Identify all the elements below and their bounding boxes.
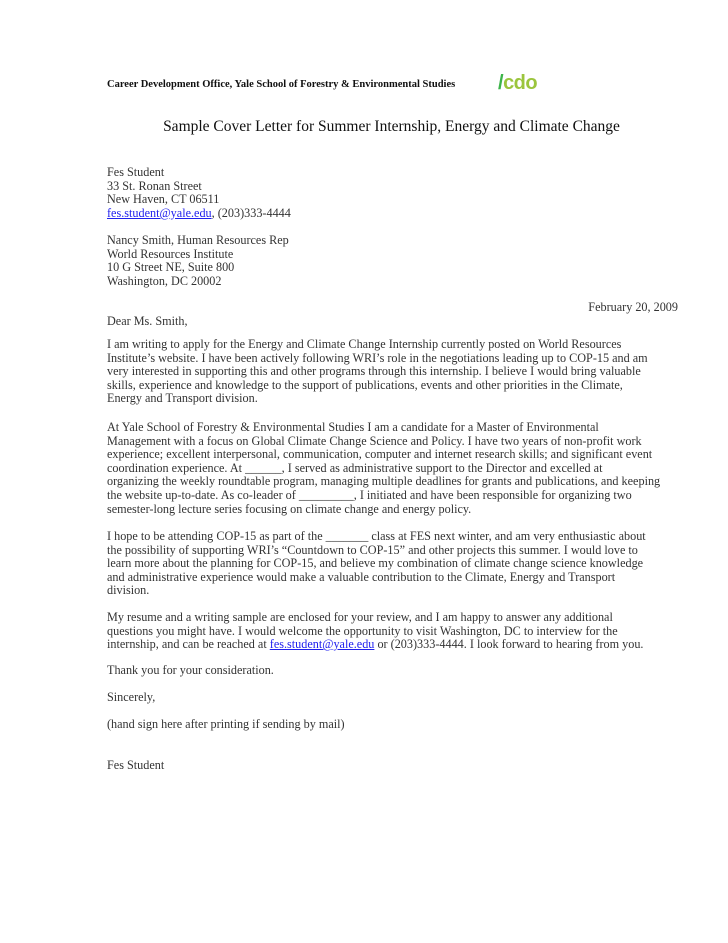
paragraph-2 xyxy=(107,421,660,516)
recipient-line: Nancy Smith, Human Resources Rep xyxy=(107,233,289,247)
salutation: Dear Ms. Smith, xyxy=(107,314,188,328)
signer-name: Fes Student xyxy=(107,758,165,772)
page-title: Sample Cover Letter for Summer Internship, Energy and Climate Change xyxy=(163,118,620,135)
text-line: very interested in supporting this and other programs through this internship. I believe I would bring valuable xyxy=(107,364,641,379)
office-header: Career Development Office, Yale School of Forestry & Environmental Studies xyxy=(107,79,456,90)
sender-address xyxy=(107,166,291,220)
recipient-line: 10 G Street NE, Suite 800 xyxy=(107,260,235,275)
text-line: organizing the weekly roundtable program, managing multiple deadlines for grants and publications, and keeping xyxy=(107,474,661,489)
text-line: I hope to be attending COP-15 as part of the _______ class at FES next winter, and am very enthusiastic about xyxy=(107,529,646,543)
logo-text: cdo xyxy=(503,72,538,94)
text-line: learn more about the planning for COP-15, and believe my combination of climate change science knowledge xyxy=(107,556,644,571)
sender-name: Fes Student xyxy=(107,165,165,179)
letter-date: February 20, 2009 xyxy=(588,300,678,314)
text-line: Institute’s website. I have been actively following WRI’s role in the negotiations leading up to COP-15 and am xyxy=(107,350,648,365)
recipient-line: Washington, DC 20002 xyxy=(107,273,222,288)
paragraph-4 xyxy=(107,611,643,652)
text-line: and administrative experience would make a valuable contribution to the Climate, Energy and Transport xyxy=(107,569,616,584)
text-line: Management with a focus on Global Climate Change Science and Policy. I have two years of non-profit work xyxy=(107,433,642,448)
sender-street: 33 St. Ronan Street xyxy=(107,178,202,193)
recipient-line: World Resources Institute xyxy=(107,246,234,261)
text-line: the possibility of supporting WRI’s “Countdown to COP-15” and other projects this summer. I would love to xyxy=(107,542,638,557)
text-line: coordination experience. At ______, I served as administrative support to the Director and excelled at xyxy=(107,460,603,475)
text-segment: or (203)333-4444. I look forward to hearing from you. xyxy=(374,637,644,652)
text-line: semester-long lecture series focusing on climate change and energy policy. xyxy=(107,501,472,516)
text-line: experience; excellent interpersonal, communication, computer and internet research skills; and significant event xyxy=(107,447,653,462)
logo-slash: / xyxy=(498,72,504,94)
closing: Sincerely, xyxy=(107,690,156,704)
text-line: skills, experience and knowledge to the support of publications, events and other priorities in the Climate, xyxy=(107,377,623,392)
text-line: At Yale School of Forestry & Environmental Studies I am a candidate for a Master of Environmental xyxy=(107,420,599,434)
text-line: My resume and a writing sample are enclosed for your review, and I am happy to answer any additional xyxy=(107,610,613,624)
signature-note: (hand sign here after printing if sending by mail) xyxy=(107,717,345,731)
text-line: questions you might have. I would welcome the opportunity to visit Washington, DC to interview for the xyxy=(107,623,618,638)
text-line: I am writing to apply for the Energy and Climate Change Internship currently posted on World Resources xyxy=(107,337,622,351)
text-line: division. xyxy=(107,583,150,598)
text-line: Energy and Transport division. xyxy=(107,391,258,406)
cdo-logo xyxy=(498,72,537,95)
text-segment: internship, and can be reached at xyxy=(107,637,270,652)
sender-email-link[interactable]: fes.student@yale.edu xyxy=(107,205,212,220)
sender-phone: , (203)333-4444 xyxy=(211,205,291,220)
paragraph-1 xyxy=(107,338,648,406)
thanks-line: Thank you for your consideration. xyxy=(107,663,274,677)
email-link[interactable]: fes.student@yale.edu xyxy=(269,637,375,652)
paragraph-3 xyxy=(107,530,646,598)
recipient-address xyxy=(107,234,289,288)
text-line: the website up-to-date. As co-leader of _________, I initiated and have been responsible for organizing two xyxy=(107,487,632,502)
sender-city: New Haven, CT 06511 xyxy=(107,192,220,207)
